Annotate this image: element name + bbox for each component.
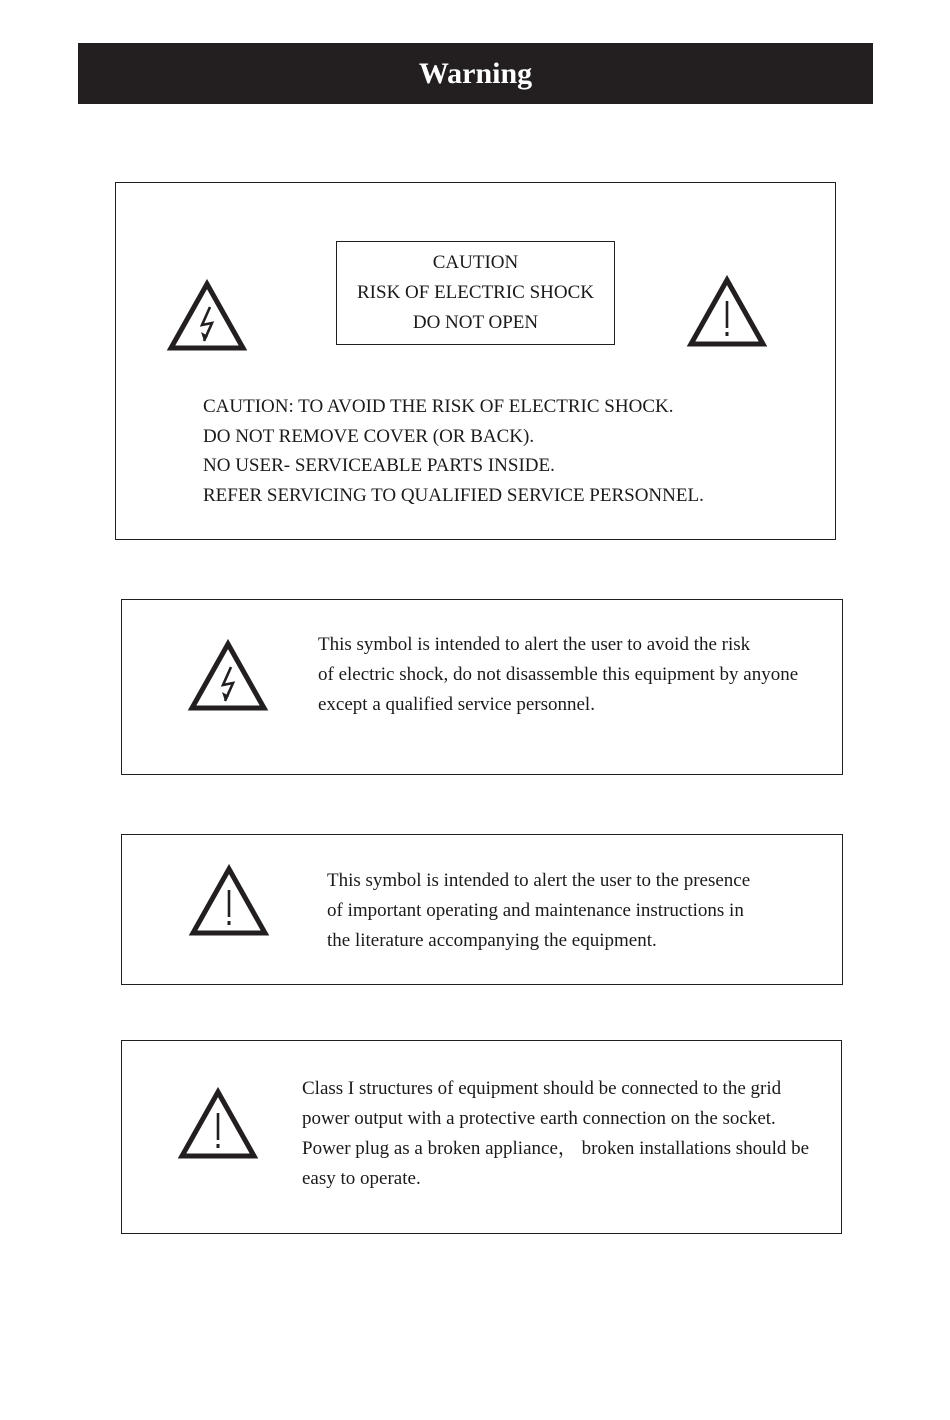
caution-warning-text — [203, 392, 704, 510]
caution-label-line: DO NOT OPEN — [412, 312, 539, 333]
notice-line: Power plug as a broken appliance， broken installations should be — [302, 1138, 810, 1159]
notice-line: easy to operate. — [302, 1168, 421, 1189]
notice-text — [318, 630, 798, 720]
caution-warning-line: DO NOT REMOVE COVER (OR BACK). — [203, 425, 535, 447]
caution-warning-line: CAUTION: TO AVOID THE RISK OF ELECTRIC SHOCK. — [203, 396, 674, 417]
caution-warning-line: NO USER- SERVICEABLE PARTS INSIDE. — [203, 455, 555, 476]
notice-line: of important operating and maintenance instructions in — [327, 900, 744, 921]
notice-line: except a qualified service personnel. — [318, 694, 595, 715]
caution-label-line: RISK OF ELECTRIC SHOCK — [357, 282, 594, 303]
notice-line: power output with a protective earth connection on the socket. — [302, 1108, 776, 1129]
notice-text — [327, 866, 750, 956]
notice-line: of electric shock, do not disassemble this equipment by anyone — [318, 664, 799, 685]
notice-line: Class I structures of equipment should be connected to the grid — [302, 1078, 782, 1099]
notice-line: This symbol is intended to alert the user to avoid the risk — [318, 634, 751, 655]
electric-shock-icon — [187, 639, 269, 712]
notice-line: This symbol is intended to alert the user to the presence — [327, 870, 751, 891]
notice-line: the literature accompanying the equipment. — [327, 930, 657, 951]
exclamation-icon — [188, 864, 270, 937]
exclamation-icon — [686, 275, 768, 348]
caution-label-line: CAUTION — [432, 252, 519, 273]
notice-text — [302, 1074, 809, 1194]
electric-shock-icon — [166, 279, 248, 352]
page-header — [78, 43, 873, 104]
exclamation-icon — [177, 1087, 259, 1160]
page-title: Warning — [418, 56, 533, 90]
caution-warning-line: REFER SERVICING TO QUALIFIED SERVICE PERSONNEL. — [203, 484, 704, 506]
caution-label — [336, 241, 615, 345]
